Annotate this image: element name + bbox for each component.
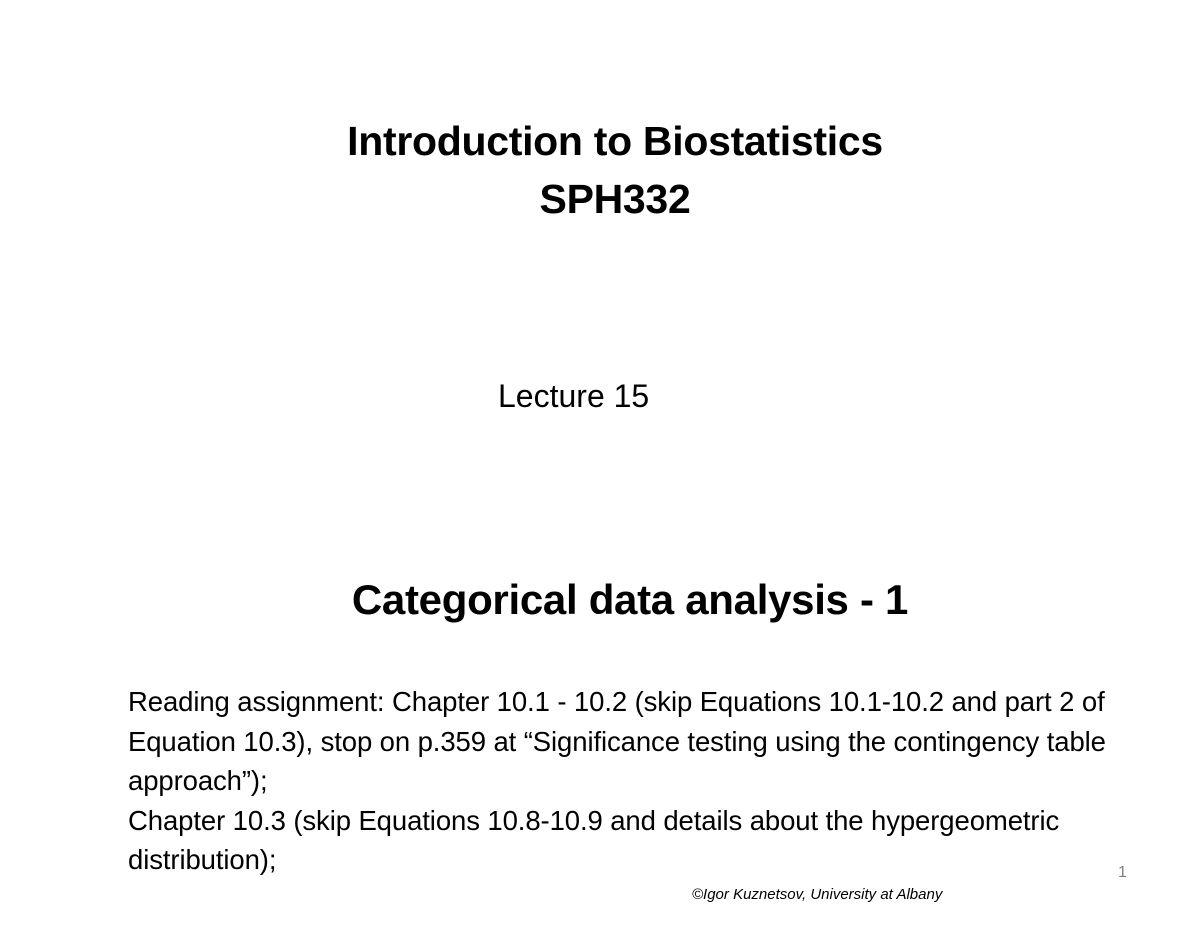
course-code: SPH332 — [539, 176, 691, 222]
reading-assignment — [128, 682, 1108, 880]
reading-assignment-chapter-10-3: Chapter 10.3 (skip Equations 10.8-10.9 and details about the hypergeometric distribution); — [128, 804, 1060, 875]
copyright-notice: ©Igor Kuznetsov, University at Albany — [692, 886, 943, 903]
course-title: Introduction to Biostatistics — [347, 118, 883, 164]
reading-assignment-chapter-10-1: Reading assignment: Chapter 10.1 - 10.2 (skip Equations 10.1-10.2 and part 2 of Equation 10.3), stop on p.359 at “Significance testing using the contingency table approach”); — [128, 686, 1106, 796]
page-number: 1 — [1118, 864, 1127, 881]
lecture-topic: Categorical data analysis - 1 — [351, 576, 909, 623]
lecture-number: Lecture 15 — [498, 378, 650, 414]
slide-title — [0, 112, 1200, 228]
